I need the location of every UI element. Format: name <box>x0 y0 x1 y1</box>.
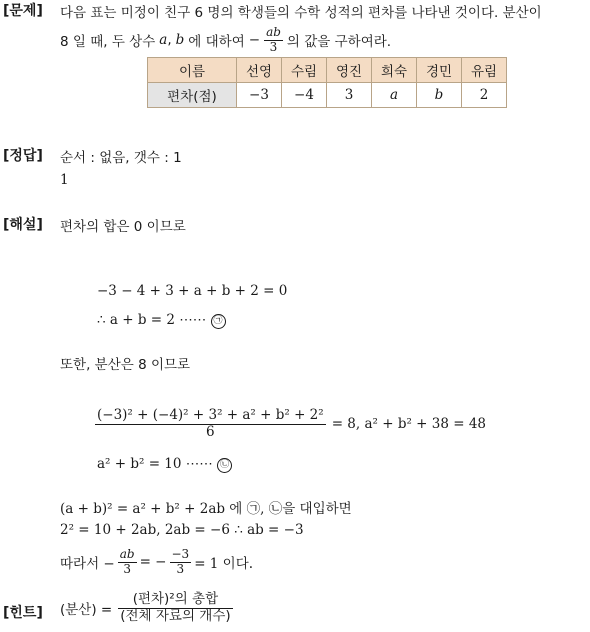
score-table-wrap <box>147 57 507 108</box>
final-fraction-1-den: 3 <box>123 561 131 576</box>
problem-line-2-prefix: 8 일 때, 두 상수 <box>60 34 156 50</box>
solution-tag: [해설] <box>3 217 43 233</box>
table-value-row <box>148 83 507 108</box>
table-name-cell: 경민 <box>417 58 462 83</box>
sum-equation: −3 − 4 + 3 + a + b + 2 = 0 <box>97 283 288 299</box>
table-header-row <box>148 58 507 83</box>
sum-result: ∴ a + b = 2 ⋯⋯ <box>97 312 207 328</box>
hint-lhs: (분산) = <box>60 602 113 619</box>
table-name-cell: 희숙 <box>372 58 417 83</box>
table-value-cell: −4 <box>282 83 327 108</box>
hint-formula <box>60 592 233 624</box>
fraction-denominator: 3 <box>269 39 278 54</box>
answer-line-1: 순서 : 없음, 갯수 : 1 <box>60 150 182 166</box>
hint-denominator: (전체 자료의 개수) <box>120 607 231 624</box>
substitution-equation: 2² = 10 + 2ab, 2ab = −6 ∴ ab = −3 <box>60 522 304 538</box>
problem-line-2-mid: 에 대하여 <box>188 34 245 50</box>
marker-2: ㉡ <box>217 458 232 473</box>
final-fraction-2-num: −3 <box>171 546 190 561</box>
variance-intro: 또한, 분산은 8 이므로 <box>60 357 191 373</box>
answer-tag: [정답] <box>3 148 43 164</box>
fraction-numerator: ab <box>266 24 281 39</box>
substitution-line: (a + b)² = a² + b² + 2ab 에 ㉠, ㉡을 대입하면 <box>60 501 352 517</box>
table-value-cell: −3 <box>237 83 282 108</box>
solution-intro: 편차의 합은 0 이므로 <box>60 219 186 235</box>
final-fraction-1-num: ab <box>119 546 135 561</box>
var-a: a <box>159 32 168 48</box>
square-sum-line <box>97 456 232 473</box>
table-header-label: 이름 <box>148 58 237 83</box>
final-line <box>60 542 253 582</box>
table-name-cell: 수림 <box>282 58 327 83</box>
hint-numerator: (편차)²의 총합 <box>118 592 232 609</box>
final-mid: = − <box>139 554 167 570</box>
variance-fraction <box>95 408 326 440</box>
deviation-table <box>147 57 507 108</box>
problem-line-2-suffix: 의 값을 구하여라. <box>286 34 392 50</box>
variance-equation <box>95 408 486 440</box>
minus-sign: − <box>248 32 261 48</box>
hint-tag: [힌트] <box>3 605 43 621</box>
final-fraction-2-den: 3 <box>176 561 185 576</box>
table-value-cell: a <box>372 83 417 108</box>
table-name-cell: 선영 <box>237 58 282 83</box>
variance-denominator: 6 <box>206 423 215 440</box>
square-sum: a² + b² = 10 ⋯⋯ <box>97 456 213 472</box>
problem-line-2 <box>60 20 391 60</box>
sum-result-line <box>97 312 226 329</box>
variance-result: = 8, a² + b² + 38 = 48 <box>331 416 487 433</box>
marker-1: ㉠ <box>211 314 226 329</box>
final-prefix: 따라서 − <box>60 556 115 572</box>
table-value-cell: 3 <box>327 83 372 108</box>
final-suffix: = 1 이다. <box>194 556 254 572</box>
final-fraction-1 <box>118 548 137 577</box>
table-value-cell: b <box>417 83 462 108</box>
table-name-cell: 영진 <box>327 58 372 83</box>
hint-fraction <box>118 592 232 624</box>
table-name-cell: 유림 <box>462 58 507 83</box>
var-b: b <box>175 32 185 48</box>
variance-numerator: (−3)² + (−4)² + 3² + a² + b² + 2² <box>97 407 324 423</box>
problem-line-1: 다음 표는 미정이 친구 6 명의 학생들의 수학 성적의 편차를 나타낸 것이다. 분산이 <box>60 5 542 21</box>
table-value-cell: 2 <box>462 83 507 108</box>
problem-tag: [문제] <box>3 3 43 19</box>
ab-over-3-fraction <box>264 26 283 55</box>
final-fraction-2 <box>170 548 192 577</box>
answer-line-2: 1 <box>60 172 69 188</box>
comma: , <box>167 32 172 48</box>
table-row-label: 편차(점) <box>148 83 237 108</box>
